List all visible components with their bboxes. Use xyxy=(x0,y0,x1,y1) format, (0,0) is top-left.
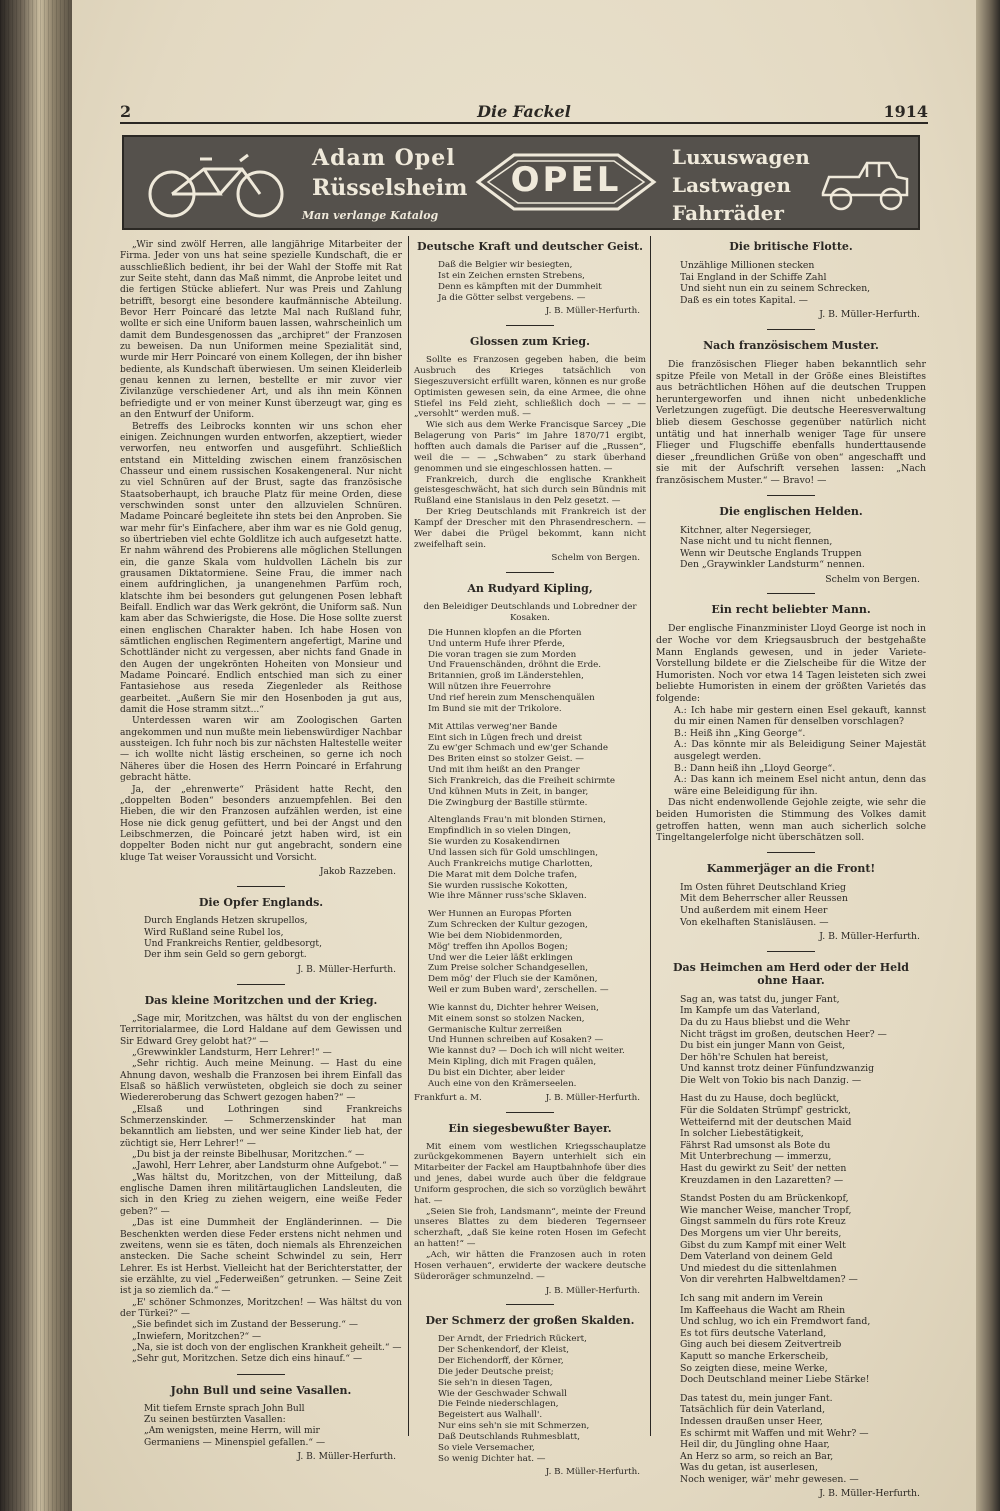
verse-line: Zum Preise solcher Schandgesellen, xyxy=(428,963,588,974)
newspaper-page xyxy=(72,0,976,1511)
dialog-paragraph: „Sage mir, Moritzchen, was hältst du von der englischen Territorialarmee, die Lord Haldane auf dem Gewissen und Sir Edward Grey gelobt hat?“ — xyxy=(120,1013,402,1047)
ad-product-luxury-cars: Luxuswagen xyxy=(672,145,810,169)
dialog-line: B.: Heiß ihn „King George“. xyxy=(674,727,806,739)
article-paragraph: „Seien Sie froh, Landsmann“, meinte der Freund unseres Blattes zu dem biederen Tegernseer scherzhaft, „daß Sie keine roten Hosen im Gefecht an hatten!“ — xyxy=(414,1206,646,1250)
verse-line: Will nützen ihre Feuerrohre xyxy=(428,682,551,693)
verse-line: Heil dir, du Jüngling ohne Haar, xyxy=(680,1439,830,1451)
article-title-glossen: Glossen zum Krieg. xyxy=(470,335,590,349)
verse-line: Wetteifernd mit der deutschen Maid xyxy=(680,1116,852,1128)
verse-line: Kaputt so manche Erkerscheib, xyxy=(680,1350,829,1362)
column-3 xyxy=(656,240,926,1500)
verse-line: Den „Graywinkler Landsturm“ nennen. xyxy=(680,559,865,571)
dialog-paragraph: „E' schöner Schmonzes, Moritzchen! — Was hältst du von der Türkei?“ — xyxy=(120,1297,402,1319)
ad-product-bicycles: Fahrräder xyxy=(672,201,784,225)
article-signature: J. B. Müller-Herfurth. xyxy=(297,1452,396,1462)
dialog-paragraph: „Sie befindet sich im Zustand der Besserung.“ — xyxy=(132,1320,358,1331)
ad-brand: Adam Opel xyxy=(312,145,456,171)
separator xyxy=(506,1304,554,1305)
verse-line: Und Frankreichs Rentier, geldbesorgt, xyxy=(144,938,322,949)
opel-logo-text: OPEL xyxy=(510,160,622,200)
dialog-paragraph: „Na, sie ist doch von der englischen Krankheit geheilt.“ — xyxy=(132,1342,402,1353)
article-paragraph: „Ach, wir hätten die Franzosen auch in roten Hosen verhauen“, erwiderte der wackere deutsche Süderoräger schmunzelnd. — xyxy=(414,1249,646,1282)
separator xyxy=(767,495,815,496)
ad-city: Rüsselsheim xyxy=(312,175,468,201)
verse-line: Mit einem sonst so stolzen Nacken, xyxy=(428,1013,585,1024)
article-paragraph: Der englische Finanzminister Lloyd George ist noch in der Woche vor dem Kriegsausbruch der bestgehaßte Mann Englands gewesen, und in jeder Variete-Vorstellung bildete er die Zielscheibe für die Witze der Humoristen. Noch vor etwa 14 Tagen leisteten sich zwei beliebte Humoristen in einem der größten Varietés das folgende: xyxy=(656,623,926,705)
verse-line: Und kannst trotz deiner Fünfundzwanzig xyxy=(680,1063,875,1075)
article-title-franzoesisches-muster: Nach französischem Muster. xyxy=(703,338,879,352)
verse-line: Wie kannst du, Dichter hehrer Weisen, xyxy=(428,1002,599,1013)
verse-line: Die Marat mit dem Dolche trafen, xyxy=(428,869,578,880)
stanza-gap xyxy=(428,808,646,815)
poem-deutsche-kraft xyxy=(414,260,646,303)
verse-line: So wenig Dichter hat. — xyxy=(438,1453,546,1464)
page-number: 2 xyxy=(120,102,132,121)
dialog-line: B.: Dann heiß ihn „Lloyd George“. xyxy=(674,762,836,774)
separator xyxy=(237,1374,285,1375)
dialog-paragraph: „Sehr richtig. Auch meine Meinung. — Hast du eine Ahnung davon, weshalb die Franzosen bei ihrem Einfall das Elsaß so häßlich verwüsteten, obgleich sie doch zu seiner Wiedereroberung das Schwert gezogen haben?“ — xyxy=(120,1059,402,1104)
stanza-gap xyxy=(428,902,646,909)
verse-line: So viele Versemacher, xyxy=(438,1442,535,1453)
separator xyxy=(767,329,815,330)
verse-line: Ich sang mit andern im Verein xyxy=(680,1292,823,1304)
dialog-paragraph: „Grewwinkler Landsturm, Herr Lehrer!“ — xyxy=(132,1048,332,1058)
verse-line: Zu ew'ger Schmach und ew'ger Schande xyxy=(428,743,609,754)
separator xyxy=(506,572,554,573)
article-title-britische-flotte: Die britische Flotte. xyxy=(729,240,853,253)
dialog-paragraph: „Elsaß und Lothringen sind Frankreichs Schmerzenskinder. — Schmerzenskinder hat man bekanntlich am liebsten, und wer seine Kinder lieb hat, der züchtigt sie, Herr Lehrer!“ — xyxy=(120,1104,402,1149)
stanza-gap xyxy=(428,996,646,1003)
article-paragraph: Das nicht endenwollende Gejohle zeigte, wie sehr die beiden Humoristen die Stimmung des Volkes damit getroffen hatten, wenn man auch sicherlich solche Tingeltangelerfolge nicht überschätzen soll. xyxy=(656,797,926,844)
verse-line: Gingst sammeln du fürs rote Kreuz xyxy=(680,1216,846,1228)
verse-line: Zu seinen bestürzten Vasallen: xyxy=(144,1414,286,1425)
verse-line: Wird Rußland seine Rubel los, xyxy=(144,927,284,938)
page-header xyxy=(120,100,928,124)
stanza-gap xyxy=(680,1186,926,1193)
article-signature: Schelm von Bergen. xyxy=(825,573,920,585)
article-title-opfer-englands: Die Opfer Englands. xyxy=(198,896,324,910)
article-signature: J. B. Müller-Herfurth. xyxy=(819,309,920,321)
article-title-moritzchen: Das kleine Moritzchen und der Krieg. xyxy=(144,993,378,1007)
verse-line: Empfindlich in so vielen Dingen, xyxy=(428,826,571,837)
article-title-john-bull: John Bull und seine Vasallen. xyxy=(170,1383,352,1397)
verse-line: Dem Vaterland von deinem Geld xyxy=(680,1251,833,1263)
verse-line: Und schlug, wo ich ein Fremdwort fand, xyxy=(680,1316,871,1328)
article-signature: J. B. Müller-Herfurth. xyxy=(297,964,396,975)
verse-line: Und außerdem mit einem Heer xyxy=(680,904,828,916)
verse-line: Sich Frankreich, das die Freiheit schirmte xyxy=(428,775,616,786)
page-year: 1914 xyxy=(883,102,928,121)
verse-line: Germanische Kultur zerreißen xyxy=(428,1024,563,1035)
intro-signature: Jakob Razzeben. xyxy=(319,866,396,877)
verse-line: Des Morgens um vier Uhr bereits, xyxy=(680,1228,842,1239)
poem-john-bull xyxy=(120,1404,402,1449)
dialog-block xyxy=(656,705,926,798)
verse-line: Mög' treffen ihn Apollos Bogen; xyxy=(428,941,568,952)
stanza-gap xyxy=(680,1286,926,1293)
dialog-line: A.: Das könnte mir als Beleidigung Seiner Majestät ausgelegt werden. xyxy=(674,739,926,762)
article-signature: J. B. Müller-Herfurth. xyxy=(819,931,920,943)
verse-line: Wie kannst du? — Doch ich will nicht weiter. xyxy=(428,1046,625,1057)
verse-line: Von dir verehrten Halbweltdamen? — xyxy=(680,1274,858,1286)
separator xyxy=(767,951,815,952)
verse-line: Sag an, was tatst du, junger Fant, xyxy=(680,993,840,1005)
verse-line: Im Bund sie mit der Trikolore. xyxy=(428,703,562,714)
column-divider-1 xyxy=(408,236,409,1436)
article-paragraph: Der Krieg Deutschlands mit Frankreich ist der Kampf der Drescher mit den Phrasendreschern. — Wer dabei die Prügel bekommt, kann nicht zweifelhaft sein. xyxy=(414,507,646,550)
verse-line: Von ekelhaften Stanisläusen. — xyxy=(680,916,829,928)
verse-line: Und rief herein zum Menschenquälen xyxy=(428,693,595,703)
verse-line: Die jeder Deutsche preist; xyxy=(438,1366,554,1377)
verse-line: Sie seh'n in diesen Tagen, xyxy=(438,1377,553,1388)
article-paragraph: Frankreich, durch die englische Krankheit geistesgeschwächt, hat sich durch sein Bündnis mit Rußland eine Stanislaus in den Pelz gesetzt. — xyxy=(414,474,646,507)
page-edge xyxy=(976,0,1000,1511)
column-2 xyxy=(414,240,646,1478)
verse-line: Sie wurden russische Kokotten, xyxy=(428,880,568,891)
verse-line: Im Osten führet Deutschland Krieg xyxy=(680,881,846,893)
verse-line: Mein Kipling, dich mit Fragen quälen, xyxy=(428,1057,597,1068)
verse-line: Wie der Geschwader Schwall xyxy=(438,1388,567,1399)
verse-line: Kreuzdamen in den Lazaretten? — xyxy=(680,1174,844,1186)
verse-line: Auch eine von den Krämerseelen. xyxy=(428,1078,577,1089)
verse-line: Unzählige Millionen stecken xyxy=(680,260,815,271)
separator xyxy=(767,852,815,853)
article-signature: J. B. Müller-Herfurth. xyxy=(545,306,640,317)
poem-skalden xyxy=(414,1334,646,1464)
verse-line: Die Welt von Tokio bis nach Danzig. — xyxy=(680,1074,862,1086)
verse-line: Nur eins seh'n sie mit Schmerzen, xyxy=(438,1421,590,1432)
verse-line: Wie mancher Weise, mancher Tropf, xyxy=(680,1204,852,1216)
verse-line: Auch Frankreichs mutige Charlotten, xyxy=(428,858,593,869)
verse-line: Tai England in der Schiffe Zahl xyxy=(680,271,827,283)
opel-advertisement xyxy=(122,135,920,230)
verse-line: Ist ein Zeichen ernsten Strebens, xyxy=(438,270,585,281)
header-rule xyxy=(120,122,928,124)
verse-line: Zum Schrecken der Kultur gezogen, xyxy=(428,920,588,931)
verse-line: Altenglands Frau'n mit blonden Stirnen, xyxy=(428,815,606,826)
place-dateline: Frankfurt a. M. xyxy=(414,1092,482,1103)
article-title-englische-helden: Die englischen Helden. xyxy=(719,504,863,518)
separator xyxy=(237,984,285,985)
stanza-gap xyxy=(680,1086,926,1093)
verse-line: Was du getan, ist auserlesen, xyxy=(680,1462,818,1474)
verse-line: Der ihm sein Geld so gern geborgt. xyxy=(144,950,307,961)
verse-line: Nicht trägst im großen, deutschen Heer? — xyxy=(680,1028,887,1040)
verse-line: Und mit ihm heißt an den Pranger xyxy=(428,765,580,776)
verse-line: Gibst du zum Kampf mit einer Welt xyxy=(680,1239,846,1251)
separator xyxy=(237,886,285,887)
poem-kammerjaeger xyxy=(656,882,926,928)
article-title-skalden: Der Schmerz der großen Skalden. xyxy=(425,1314,635,1328)
verse-line: Da du zu Haus bliebst und die Wehr xyxy=(680,1016,850,1028)
verse-line: Im Kampfe um das Vaterland, xyxy=(680,1005,821,1017)
ad-product-trucks: Lastwagen xyxy=(672,173,791,197)
verse-line: Und Hunnen schreiben auf Kosaken? — xyxy=(428,1035,604,1046)
article-signature: J. B. Müller-Herfurth. xyxy=(545,1467,640,1478)
verse-line: Daß Deutschlands Ruhmesblatt, xyxy=(438,1431,580,1442)
verse-line: Der höh're Schulen hat bereist, xyxy=(680,1051,829,1063)
verse-line: Durch Englands Hetzen skrupellos, xyxy=(144,916,308,927)
dialog-paragraph: „Inwiefern, Moritzchen?“ — xyxy=(132,1331,262,1342)
verse-line: Der Schenkendorf, der Kleist, xyxy=(438,1345,570,1356)
dialog-paragraph: „Das ist eine Dummheit der Engländerinnen. — Die Beschenkten werden diese Feder erstens nicht nehmen und zweitens, wenn sie es täten, doch niemals als Ehrenzeichen anstecken. Die Sache scheint Schwindel zu sein, Herr Lehrer. Es ist Herbst. Vielleicht hat der Berichterstatter, der sie erzählte, zu viel „Federweißen“ getrunken. — Seine Zeit ist ja so ziemlich da.“ — xyxy=(120,1218,402,1297)
verse-line: Du bist ein Dichter, aber leider xyxy=(428,1068,565,1078)
dialog-line: A.: Ich habe mir gestern einen Esel gekauft, kannst du mir einen Namen für denselben vorschlagen? xyxy=(674,704,926,728)
article-paragraph: Mit einem vom westlichen Kriegsschauplatze zurückgekommenen Bayern unterhielt sich ein Mitarbeiter der Fackel am Hauptbahnhofe über dies und jenes, dabei wurde auch über die feldgraue Uniform gesprochen, die sich so vorzüglich bewährt hat. — xyxy=(414,1141,646,1206)
intro-paragraph-3: Unterdessen waren wir am Zoologischen Garten angekommen und nun mußte mein liebenswürdiger Nachbar aussteigen. Ich fuhr noch bis zur nächsten Haltestelle weiter — ich wollte nicht lästig erscheinen, so gerne ich noch Näheres über die Hosen des Herrn Poincaré in Erfahrung gebracht hätte. xyxy=(120,716,402,784)
verse-line: Es schirmt mit Waffen und mit Wehr? — xyxy=(680,1427,869,1439)
article-title-beliebter-mann: Ein recht beliebter Mann. xyxy=(711,603,871,617)
verse-line: Der Arndt, der Friedrich Rückert, xyxy=(438,1334,587,1345)
ad-catalog-note: Man verlange Katalog xyxy=(302,209,439,222)
article-title-bayer: Ein siegesbewußter Bayer. xyxy=(448,1121,612,1135)
article-title-kipling: An Rudyard Kipling, xyxy=(467,582,593,596)
verse-line: Und lassen sich für Gold umschlingen, xyxy=(428,847,599,858)
verse-line: Germaniens — Minenspiel gefallen.“ — xyxy=(144,1437,326,1448)
verse-line: Die Feinde niederschlagen, xyxy=(438,1399,559,1410)
article-paragraph: Sollte es Franzosen gegeben haben, die beim Ausbruch des Krieges tatsächlich von Siegeszuversicht erfüllt waren, können es nur große Optimisten gewesen sein, da eine Armee, die ohne Stiefel ins Feld zieht, schließlich doch — — — „versohlt“ werden muß. — xyxy=(414,355,646,420)
verse-line: Und wer die Leier läßt erklingen xyxy=(428,952,573,963)
verse-line: Tatsächlich für dein Vaterland, xyxy=(680,1404,826,1416)
verse-line: Hast du gewirkt zu Seit' der netten xyxy=(680,1163,847,1175)
verse-line: Wie ihre Männer russ'sche Sklaven. xyxy=(428,891,587,902)
verse-line: Ja die Götter selbst vergebens. — xyxy=(438,292,586,303)
poem-englische-helden xyxy=(656,525,926,571)
verse-line: Kitchner, alter Negersieger, xyxy=(680,524,812,536)
article-signature: J. B. Müller-Herfurth. xyxy=(545,1285,640,1296)
verse-line: Wie bei dem Niobidenmorden, xyxy=(428,930,563,941)
verse-line: Denn es kämpften mit der Dummheit xyxy=(438,281,602,292)
poem-opfer-englands xyxy=(120,916,402,961)
verse-line: Noch weniger, wär' mehr gewesen. — xyxy=(680,1473,859,1485)
stanza-gap xyxy=(428,715,646,722)
verse-line: Die voran tragen sie zum Morden xyxy=(428,649,577,660)
intro-paragraph-4: Ja, der „ehrenwerte“ Präsident hatte Recht, den „doppelten Boden“ besonders anzuempfehlen. Bei den Hieben, die wir den Franzosen aufzählen werden, ist eine Hose nie dick genug gefüttert, und bei der Angst und den Leibschmerzen, die Poincaré jetzt haben wird, ist ein doppelter Boden nicht nur gut angebracht, sondern eine kluge Tat weiser Voraussicht und Vorsicht. xyxy=(120,784,402,863)
verse-line: Begeistert aus Walhall'. xyxy=(438,1410,543,1421)
article-subtitle-kipling: den Beleidiger Deutschlands und Lobredner der Kosaken. xyxy=(423,602,637,624)
article-paragraph: Wie sich aus dem Werke Francisque Sarcey „Die Belagerung von Paris“ im Jahre 1870/71 ergibt, hofften auch damals die Pariser auf die „Russen“, weil die — — „Schwaben“ zu stark überhand genommen und sie eingeschlossen hatten. — xyxy=(414,420,646,474)
verse-line: Sie wurden zu Kosakendirnen xyxy=(428,837,560,848)
verse-line: Wenn wir Deutsche Englands Truppen xyxy=(680,547,862,559)
verse-line: Daß es ein totes Kapital. — xyxy=(680,294,808,306)
intro-paragraph-2: Betreffs des Leibrocks konnten wir uns schon eher einigen. Zeichnungen wurden entworfen, akzeptiert, wieder verworfen, neu entworfen und ausgeführt. Schließlich entstand ein Mittelding zwischen einem französischen Chasseur und einem russischen Kosakengeneral. Nur nicht zu viel Schnüren auf der Brust, sagte das französische Staatsoberhaupt, ich brauche Platz für meine Orden, diese verschwinden sonst unter den allzuvielen Schnüren. Madame Poincaré begleitete ihn stets bei den Anproben. Sie war mehr für's Einfachere, aber ihm war es nie Gold genug, so übertrieben viel echte Goldlitze ich auch aufgesetzt hatte. Er nahm während des Probierens alle möglichen Stellungen ein, die ganze Skala vom huldvollen Lächeln bis zur grausamen Diktatormiene. Seine Frau, die immer nach einem aufdringlichen, ja unangenehmen Parfüm roch, klatschte ihm bei besonders gut gelungenen Posen lebhaft Beifall. Endlich war das Werk gekrönt, die Uniform saß. Nun kam aber das Schwierigste, die Hose. Die Hose sollte zuerst einen englischen Charakter haben. Ich habe Hosen von sämtlichen englischen Regimentern angefertigt, Marine und Schottländer nicht zu vergessen, aber nichts fand Gnade in den Augen der ungekrönten Hoheiten von Monsieur und Madame Poincaré. Endlich entschied man sich zu einer Fantasiehose aus reseda Ziegenleder als Reithose gearbeitet. „Außern Sie mir den Hosenboden ja gut aus, damit die Hose stramm sitzt...“ xyxy=(120,421,402,716)
poem-heimchen xyxy=(656,994,926,1486)
dialog-paragraph: „Du bist ja der reinste Bibelhusar, Moritzchen.“ — xyxy=(132,1150,365,1161)
separator xyxy=(506,325,554,326)
column-1 xyxy=(120,240,402,1463)
verse-line: Des Briten einst so stolzer Geist. — xyxy=(428,754,584,765)
verse-line: Eint sich in Lügen frech und dreist xyxy=(428,732,582,743)
verse-line: Und miedest du die sittenlahmen xyxy=(680,1262,837,1274)
verse-line: Für die Soldaten Strümpf' gestrickt, xyxy=(680,1105,851,1117)
verse-line: Du bist ein junger Mann von Geist, xyxy=(680,1040,846,1052)
masthead-title: Die Fackel xyxy=(477,102,571,121)
bicycle-icon xyxy=(142,149,292,219)
verse-line: Die Zwingburg der Bastille stürmte. xyxy=(428,797,588,808)
verse-line: Wer Hunnen an Europas Pforten xyxy=(428,909,572,920)
article-signature: Schelm von Bergen. xyxy=(551,553,640,564)
automobile-icon xyxy=(819,153,911,215)
verse-line: Mit tiefem Ernste sprach John Bull xyxy=(144,1403,305,1414)
article-title-deutsche-kraft: Deutsche Kraft und deutscher Geist. xyxy=(417,240,643,253)
verse-line: Daß die Belgier wir besiegten, xyxy=(438,260,573,270)
verse-line: Die Hunnen klopfen an die Pforten xyxy=(428,627,582,638)
article-signature: J. B. Müller-Herfurth. xyxy=(819,1488,920,1500)
book-spine xyxy=(0,0,72,1511)
stanza-gap xyxy=(680,1386,926,1393)
verse-line: Und kühnen Muts in Zeit, in banger, xyxy=(428,786,589,797)
dialog-paragraph: „Was hältst du, Moritzchen, von der Mitteilung, daß englische Damen ihren militärtauglichen Landsleuten, die sich in den Krieg zu ziehen weigern, eine weiße Feder geben?“ — xyxy=(120,1172,402,1217)
verse-line: Standst Posten du am Brückenkopf, xyxy=(680,1193,849,1205)
dialog-line: A.: Das kann ich meinem Esel nicht antun, denn das wäre eine Beleidigung für ihn. xyxy=(674,774,926,797)
verse-line: Fährst Rad umsonst als Bote du xyxy=(680,1139,831,1151)
verse-line: Der Eichendorff, der Körner, xyxy=(438,1356,564,1367)
verse-line: Und sieht nun ein zu seinem Schrecken, xyxy=(680,283,871,295)
verse-line: Und Frauenschänden, dröhnt die Erde. xyxy=(428,660,602,671)
verse-line: Ging auch bei diesem Zeitvertreib xyxy=(680,1339,842,1351)
verse-line: Dem mög' der Fluch sie der Kamönen, xyxy=(428,974,598,985)
verse-line: An Herz so arm, so reich an Bar, xyxy=(680,1450,834,1462)
dialog-paragraph: „Jawohl, Herr Lehrer, aber Landsturm ohne Aufgebot.“ — xyxy=(132,1161,399,1172)
article-paragraph: Die französischen Flieger haben bekanntlich sehr spitze Pfeile von Metall in der Größe eines Bleistiftes aus beträchtlichen Höhen auf die deutschen Truppen heruntergeworfen und ihnen nicht unbedenkliche Verletzungen zugefügt. Die deutsche Heeresverwaltung blieb diesem Geschosse gegenüber natürlich nicht untätig und hat innerhalb weniger Tage für unsere Flieger und Flugschiffe ebenfalls hunderttausende dieser „freundlichen Grüße von oben“ angeschafft und sie mit der Aufschrift versehen lassen: „Nach französischem Muster.“ — Bravo! — xyxy=(656,358,926,486)
verse-line: Nase nicht und tu nicht flennen, xyxy=(680,536,833,548)
article-signature: J. B. Müller-Herfurth. xyxy=(545,1092,640,1103)
verse-line: Indessen draußen unser Heer, xyxy=(680,1415,823,1427)
verse-line: Hast du zu Hause, doch beglückt, xyxy=(680,1093,840,1105)
dialog-paragraph: „Sehr gut, Moritzchen. Setze dich eins hinauf.“ — xyxy=(132,1354,363,1365)
verse-line: „Am wenigsten, meine Herrn, will mir xyxy=(144,1426,320,1437)
verse-line: Es tot fürs deutsche Vaterland, xyxy=(680,1327,827,1339)
verse-line: Mit dem Beherrscher aller Reussen xyxy=(680,893,848,905)
verse-line: Weil er zum Buben ward', zerschellen. — xyxy=(428,985,609,996)
verse-line: Im Kaffeehaus die Wacht am Rhein xyxy=(680,1304,846,1316)
article-title-kammerjaeger: Kammerjäger an die Front! xyxy=(706,861,876,875)
separator xyxy=(767,593,815,594)
verse-line: Mit Attilas verweg'ner Bande xyxy=(428,721,558,732)
article-title-heimchen: Das Heimchen am Herd oder der Held ohne Haar. xyxy=(673,960,909,987)
verse-line: So zeigten diese, meine Werke, xyxy=(680,1362,828,1374)
poem-kipling xyxy=(414,628,646,1090)
intro-paragraph-1: „Wir sind zwölf Herren, alle langjährige Mitarbeiter der Firma. Jeder von uns hat seine spezielle Kundschaft, die er ausschließlich bedient, ihr bei der Wahl der Stoffe mit Rat zur Seite steht, dann das Maß nimmt, die Anprobe leitet und die fertigen Stücke abliefert. Nur was Preis und Zahlung betrifft, besorgt eine besondere kaufmännische Abteilung. Bevor Herr Poincaré das letzte Mal nach Rußland fuhr, wollte er sich eine Uniform bauen lassen, wahrscheinlich um damit dem Bundesgenossen das „archipret“ der Franzosen zu beweisen. Da nun Uniformen meine Spezialität sind, wurde mir Herr Poincaré von einem Kollegen, der ihn bisher bediente, als Kundschaft überwiesen. Um seinen Kleiderleib genau kennen zu lernen, bestellte er mir zuvor vier Zivilanzüge verschiedener Art, und als ihn mein Können befriedigte und er von meiner Kunst überzeugt war, ging es an den Entwurf der Uniform. xyxy=(120,240,402,421)
verse-line: Und unterm Hufe ihrer Pferde, xyxy=(428,638,565,649)
column-divider-2 xyxy=(650,236,651,1436)
verse-line: Britannien, groß im Länderstehlen, xyxy=(428,671,584,682)
verse-line: Doch Deutschland meiner Liebe Stärke! xyxy=(680,1374,870,1386)
kipling-footer xyxy=(414,1093,646,1104)
verse-line: Das tatest du, mein junger Fant. xyxy=(680,1392,833,1404)
verse-line: In solcher Liebestätigkeit, xyxy=(680,1128,804,1140)
separator xyxy=(506,1112,554,1113)
poem-britische-flotte xyxy=(656,260,926,306)
verse-line: Mit Unterbrechung — immerzu, xyxy=(680,1151,832,1163)
